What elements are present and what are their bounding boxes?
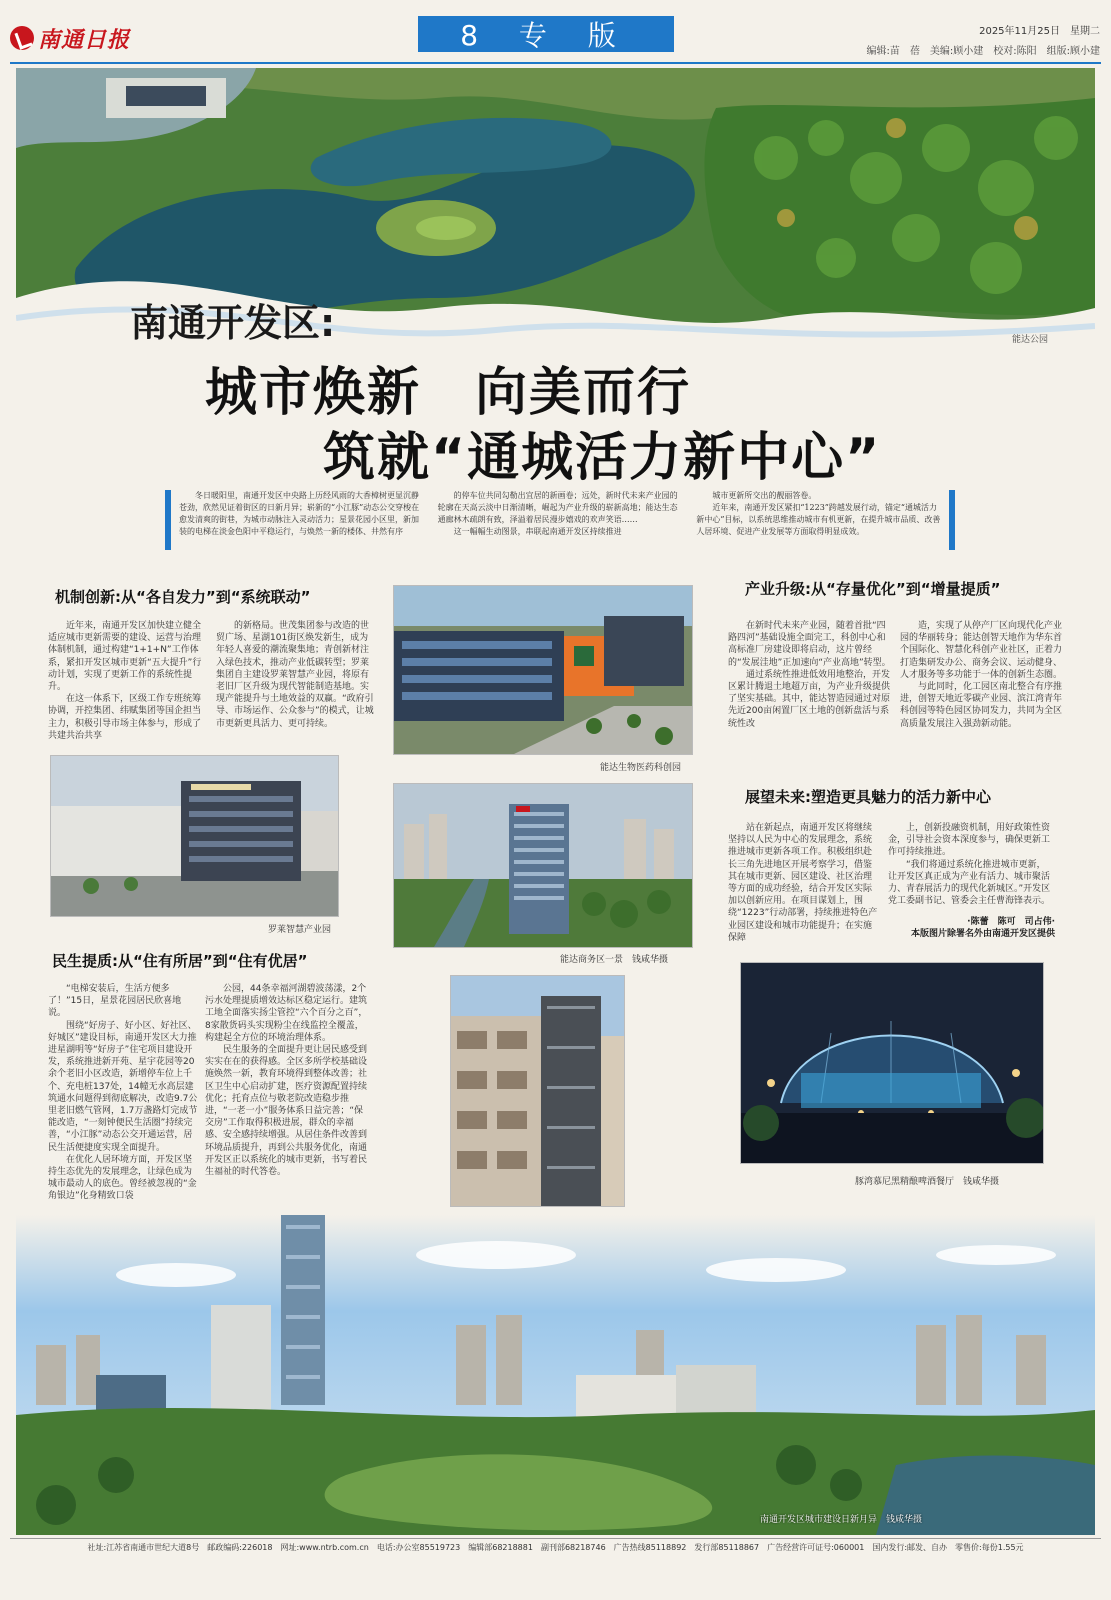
photo-beer-restaurant [740, 962, 1044, 1164]
paragraph: 在新时代未来产业园，随着首批“四路四河”基础设施全面完工，科创中心和高标准厂房建设即将启动，这片曾经的“发展洼地”正加速向“产业高地”转型。 [728, 621, 891, 668]
paragraph: 造，实现了从停产厂区向现代化产业园的华丽转身；能达创智天地作为华东首个国际化、智慧化科创产业社区，正着力打造集研发办公、商务会议、运动健身、人才服务等多功能于一体的创新生态圈。 [900, 621, 1063, 680]
future-col-1: 站在新起点，南通开发区将继续坚持以人民为中心的发展理念，系统推进城市更新各项工作。积极组织赴长三角先进地区开展考察学习，借鉴其在城市更新、园区建设、社区治理等方面的成功经验，结合开发区实际加以创新应用。在项目谋划上，围绕“1223”行动部署，持续推进特色产业园区建设和城市功能提升；在实施保障 [728, 823, 878, 943]
paragraph: 通过系统性推进低效用地整治，开发区累计腾退土地超万亩，为产业升级提供了坚实基础。其中，能达智造园通过对原先近200亩闲置厂区土地的创新盘活与系统性改 [728, 669, 891, 729]
mechanism-col-1 [48, 620, 208, 742]
photo-city-panorama [16, 1215, 1095, 1535]
page-label: 8 专 版 [418, 16, 674, 52]
lead-col-2 [438, 490, 683, 550]
headline-kicker: 南通开发区: [130, 301, 336, 345]
section-title-livelihood: 民生提质:从“住有所居”到“住有优居” [52, 952, 308, 970]
paragraph: 城市更新所交出的靓丽答卷。 [712, 491, 817, 500]
photo-panorama-caption: 南通开发区城市建设日新月异 钱咸华摄 [760, 1515, 923, 1525]
photo-luolai-caption: 罗莱智慧产业园 [268, 925, 332, 935]
photo-business-district [393, 783, 693, 948]
paragraph: 围绕“好房子、好小区、好社区、好城区”建设目标，南通开发区大力推进星湖明等“好房子”住宅项目建设开发，系统推进新开苑、星宇花园等20余个老旧小区改造，新增停车位上千个、充电桩137处，14幢无水高层建筑通水问题得到彻底解决，改造9.7公里老旧燃气管网，1.7万盏路灯完成节能改造，“一刻钟便民生活圈”持续完善，“小江豚”动态公交开通运营，居民生活便捷度实现全面提升。 [48, 1020, 198, 1153]
livelihood-col-1 [48, 983, 198, 1201]
paragraph: “我们将通过系统化推进城市更新，让开发区真正成为产业有活力、城市聚活力、青春展活力的现代化新城区。”开发区党工委副书记、管委会主任曹海锋表示。 [888, 859, 1051, 907]
paragraph: 在这一体系下，区级工作专班统筹协调，开控集团、纬赋集团等国企担当主力，积极引导市场主体参与，形成了共建共治共享 [48, 694, 202, 741]
section-title-future: 展望未来:塑造更具魅力的活力新中心 [745, 788, 992, 806]
footer-divider [10, 1538, 1101, 1539]
paragraph: 上，创新投融资机制，用好政策性资金，引导社会资本深度参与，确保更新工作可持续推进。 [888, 823, 1051, 858]
photo-beer-caption: 豚湾慕尼黑精酿啤酒餐厅 钱咸华摄 [855, 1177, 1000, 1187]
photo-luolai-park [50, 755, 339, 917]
lead-col-1: 冬日暖阳里，南通开发区中央路上历经风雨的大香樟树更显沉静苍劲，欣然见证着街区的日新月异；崭新的“小江豚”动态公交穿梭在愈发清爽的街巷，为城市动脉注入灵动活力；星景花园小区里，新加装的电梯在淡金色阳中平稳运行，与焕然一新的楼体、井然有序 [179, 491, 420, 536]
editor-credits: 编辑:苗 蓓 美编:顾小建 校对:陈阳 组版:顾小建 [866, 46, 1100, 57]
section-title-mechanism: 机制创新:从“各自发力”到“系统联动” [55, 588, 311, 606]
masthead-title: 南通日报 [38, 26, 131, 53]
paragraph: 公园，44条幸福河湖碧波荡漾，2个污水处理提质增效达标区稳定运行。建筑工地全面落实扬尘管控“六个百分之百”，8家散货码头实现粉尘在线监控全覆盖，构建起全方位的环境治理体系。 [205, 984, 368, 1043]
section-title-industry: 产业升级:从“存量优化”到“增量提质” [745, 580, 1001, 598]
headline-line-2: 筑就“通城活力新中心” [323, 428, 882, 488]
photo-bio-park [393, 585, 693, 755]
paragraph: 这一幅幅生动图景，串联起南通开发区持续推进 [453, 527, 622, 536]
photo-business-caption: 能达商务区一景 钱咸华摄 [560, 955, 669, 965]
photo-elevator-retrofit [450, 975, 625, 1207]
paragraph: “电梯安装后，生活方便多了！”15日，星景花园居民欣喜地说。 [48, 984, 182, 1019]
mechanism-col-2: 的新格局。世茂集团参与改造的世贸广场、星湖101街区焕发新生，成为年轻人喜爱的潮流聚集地；青创新材注入绿色技术，推动产业低碳转型；罗莱集团自主建设罗莱智慧产业园，将原有老旧厂区升级为现代智能制造基地。实现产能提升与土地效益的双赢。“政府引导、市场运作、公众参与”的模式，让城市更新更具活力、更可持续。 [216, 621, 374, 729]
paragraph: 与此同时，化工园区南北整合有序推进，创智天地近零碳产业园、滨江湾青年科创园等特色园区协同发力，共同为全区高质量发展注入强劲新动能。 [900, 682, 1063, 729]
newspaper-logo-icon [10, 26, 34, 50]
footer-info: 社址:江苏省南通市世纪大道8号 邮政编码:226018 网址:www.ntrb.com.cn 电话:办公室85519723 编辑部68218881 副刊部68218746 广告热线85118892 发行部85118867 广告经营许可证号:060001 国内发行:邮发、自办 零售价:每份1.55元 [87, 1543, 1024, 1552]
paragraph: 在优化人居环境方面，开发区坚持生态优先的发展理念，让绿色成为城市最动人的底色。曾经被忽视的“金角银边”化身精致口袋 [48, 1154, 197, 1201]
paragraph: 近年来，南通开发区加快建立健全适应城市更新需要的建设、运营与治理体制机制，通过构建“1+1+N”工作体系，紧扣开发区城市更新“五大提升”行动计划，实现了更新工作的系统性提升。 [48, 621, 202, 693]
livelihood-col-2 [205, 983, 368, 1201]
industry-col-1 [728, 620, 893, 742]
issue-date: 2025年11月25日 星期二 [979, 26, 1100, 37]
industry-col-2 [900, 620, 1065, 742]
article-byline: ·陈蕾 陈可 司占伟· 本版图片除署名外由南通开发区提供 [910, 917, 1055, 939]
future-col-2 [888, 822, 1053, 917]
masthead [10, 18, 140, 58]
paragraph: 民生服务的全面提升更让居民感受到实实在在的获得感。全区多所学校基础设施焕然一新，教育环境得到整体改善；社区卫生中心启动扩建，医疗资源配置持续优化；托育点位与敬老院改造稳步推进，“一老一小”服务体系日益完善；“保交房”工作取得积极进展，群众的幸福感、安全感持续增强。从居住条件改善到环境品质提升，再到公共服务优化，南通开发区正以系统化的城市更新，书写着民生福祉的时代答卷。 [205, 1045, 368, 1178]
lead-paragraph [165, 490, 955, 550]
headline-line-1: 城市焕新 向美而行 [205, 363, 692, 423]
paragraph: 的停车位共同勾勒出宜居的新画卷；远处，新时代未来产业园的轮廓在天高云淡中日渐清晰，崛起为产业升级的崭新高地；能达生态通廊林木疏朗有致，泽溢着居民漫步嬉戏的欢声笑语…… [437, 491, 678, 524]
photo-bio-caption: 能达生物医药科创园 [600, 763, 682, 773]
header-divider [10, 62, 1101, 64]
hero-caption: 能达公园 [1012, 335, 1049, 345]
paragraph: 近年来，南通开发区紧扣“1223”跨越发展行动，锚定“通城活力新中心”目标，以系统思维推动城市有机更新，在提升城市品质、改善人居环境、促进产业发展等方面取得明显成效。 [696, 503, 941, 536]
lead-col-3 [696, 490, 941, 550]
